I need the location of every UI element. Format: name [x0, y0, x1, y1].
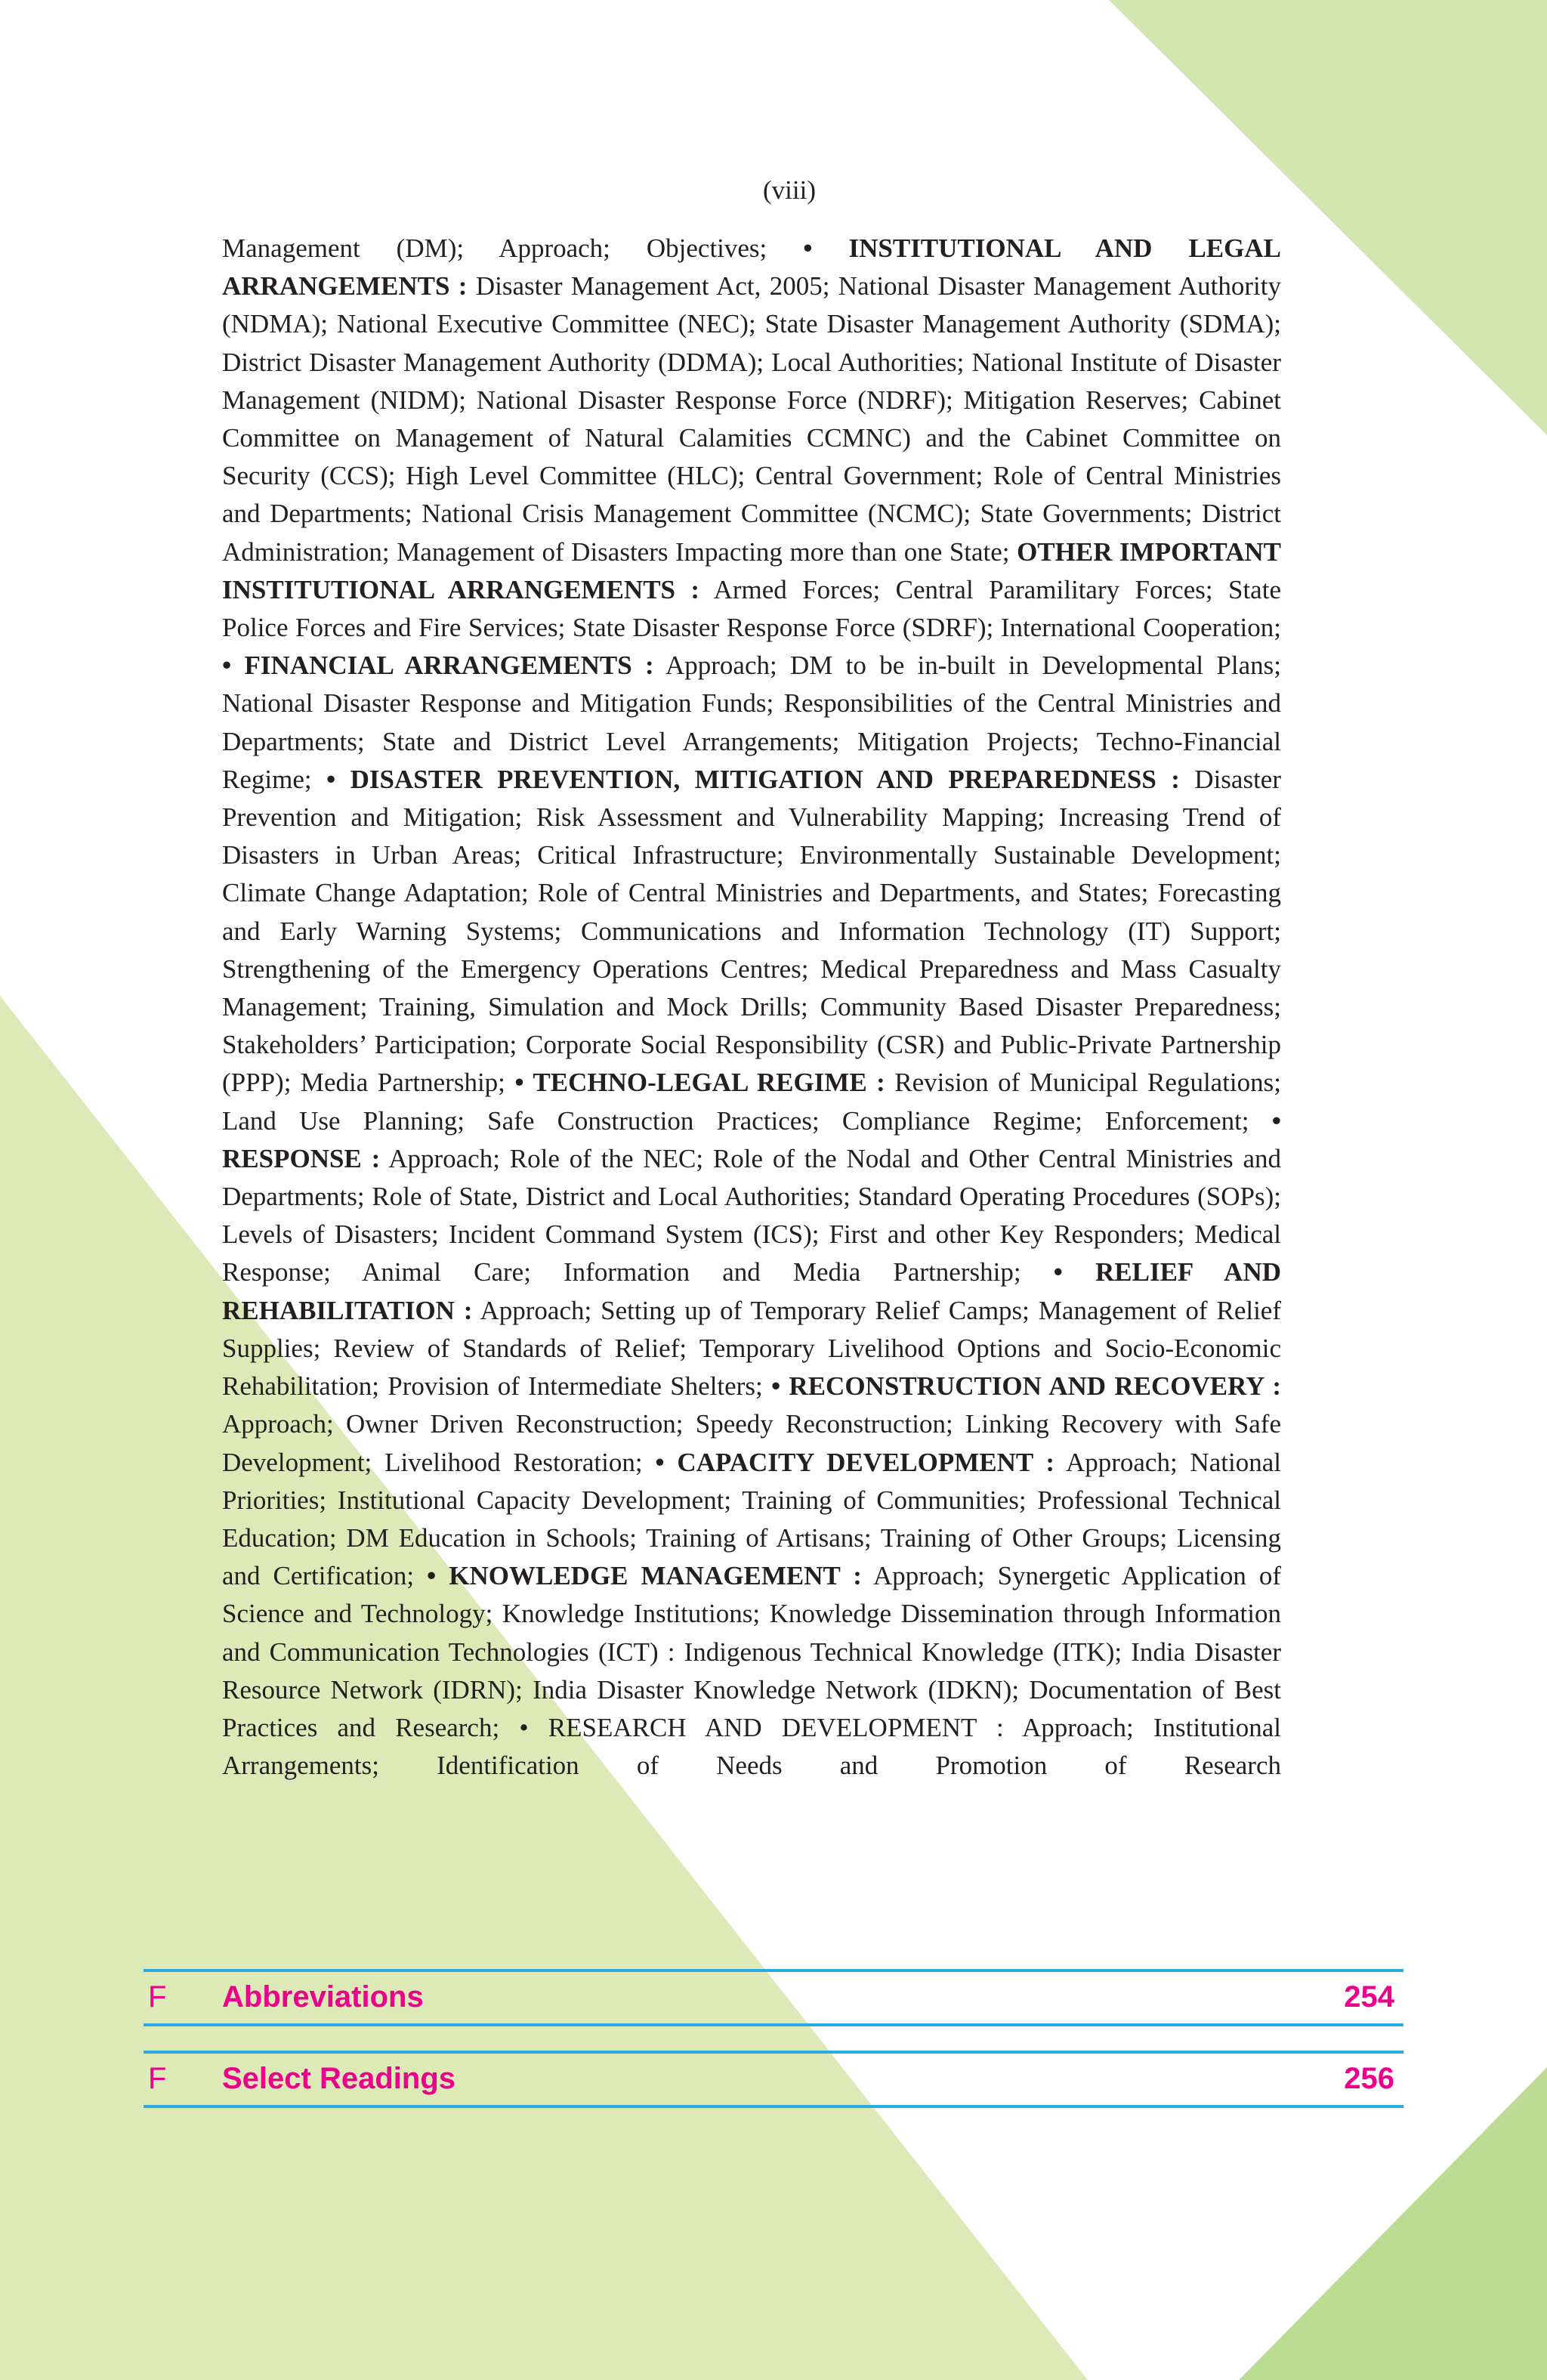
section-text: Approach; Role of the NEC; Role of the Nodal and Other Central Ministries and Departments; Role of State, District and Local Authorities; Standard Operating Procedures (SOPs); Levels of Disasters; Incident Command System (ICS); First and other Key Responders; Medical Response; Animal Care; Information and Media Partnership;	[222, 1143, 1281, 1287]
section-heading: • INSTITUTIONAL AND LEGAL ARRANGEMENTS :	[222, 233, 1281, 301]
toc-page-number: 254	[1344, 1980, 1394, 2014]
section-text: Management (DM); Approach; Objectives;	[222, 233, 804, 263]
section-heading: • FINANCIAL ARRANGEMENTS :	[222, 651, 654, 681]
toc-title[interactable]: Select Readings	[222, 2062, 456, 2095]
section-text: Armed Forces; Central Paramilitary Forces; State Police Forces and Fire Services; State Disaster Response Force (SDRF); International Cooperation;	[222, 574, 1281, 643]
section-heading: • TECHNO-LEGAL REGIME :	[514, 1068, 885, 1098]
section-heading: • DISASTER PREVENTION, MITIGATION AND PREPAREDNESS :	[326, 764, 1180, 794]
section-text: Disaster Management Act, 2005; National Disaster Management Authority (NDMA); National Executive Committee (NEC); State Disaster Management Authority (SDMA); District Disaster Management Authority (DDMA); Local Authorities; National Institute of Disaster Management (NIDM); National Disaster Response Force (NDRF); Mitigation Reserves; Cabinet Committee on Management of Natural Calamities CCMNC) and the Cabinet Committee on Security (CCS); High Level Committee (HLC); Central Government; Role of Central Ministries and Departments; National Crisis Management Committee (NCMC); State Governments; District Administration; Management of Disasters Impacting more than one State;	[222, 271, 1282, 567]
section-text: Approach; Setting up of Temporary Relief Camps; Management of Relief Supplies; Review of Standards of Relief; Temporary Livelihood Options and Socio-Economic Rehabilitation; Provision of Intermediate Shelters;	[222, 1295, 1281, 1402]
section-text: Revision of Municipal Regulations; Land Use Planning; Safe Construction Practices; Compliance Regime; Enforcement;	[222, 1068, 1281, 1136]
toc-marker: F	[148, 2062, 167, 2095]
section-heading: • CAPACITY DEVELOPMENT :	[655, 1447, 1055, 1477]
section-heading: • RESPONSE :	[222, 1105, 1281, 1173]
section-heading: • KNOWLEDGE MANAGEMENT :	[427, 1561, 862, 1591]
toc-page-number: 256	[1344, 2062, 1394, 2095]
section-heading: • RECONSTRUCTION AND RECOVERY :	[770, 1371, 1281, 1402]
section-text: Approach; Synergetic Application of Science and Technology; Knowledge Institutions; Knowledge Dissemination through Information and Communication Technologies (ICT) : Indigenous Technical Knowledge (ITK); India Disaster Resource Network (IDRN); India Disaster Knowledge Network (IDKN); Documentation of Best Practices and Research; • RESEARCH AND DEVELOPMENT : Approach; Institutional Arrangements; Identification of Needs and Promotion of Research	[222, 1561, 1281, 1781]
section-heading: • RELIEF AND REHABILITATION :	[222, 1257, 1281, 1325]
toc-title[interactable]: Abbreviations	[222, 1980, 424, 2014]
toc-rule-top	[144, 1969, 1403, 1972]
toc-rule-bottom	[144, 2023, 1403, 2026]
toc-entry-select-readings[interactable]	[144, 2051, 1403, 2100]
section-heading: OTHER IMPORTANT INSTITUTIONAL ARRANGEMENTS :	[222, 536, 1281, 604]
section-text: Disaster Prevention and Mitigation; Risk Assessment and Vulnerability Mapping; Increasing Trend of Disasters in Urban Areas; Critical Infrastructure; Environmentally Sustainable Development; Climate Change Adaptation; Role of Central Ministries and Departments, and States; Forecasting and Early Warning Systems; Communications and Information Technology (IT) Support; Strengthening of the Emergency Operations Centres; Medical Preparedness and Mass Casualty Management; Training, Simulation and Mock Drills; Community Based Disaster Preparedness; Stakeholders’ Participation; Corporate Social Responsibility (CSR) and Public-Private Partnership (PPP); Media Partnership;	[222, 764, 1281, 1098]
section-text: Approach; National Priorities; Institutional Capacity Development; Training of Communities; Professional Technical Education; DM Education in Schools; Training of Artisans; Training of Other Groups; Licensing and Certification;	[222, 1447, 1282, 1591]
toc-rule-bottom	[144, 2105, 1403, 2108]
section-text: Approach; DM to be in-built in Developmental Plans; National Disaster Response and Mitigation Funds; Responsibilities of the Central Ministries and Departments; State and District Level Arrangements; Mitigation Projects; Techno-Financial Regime;	[222, 651, 1281, 794]
toc-rule-top	[144, 2051, 1403, 2054]
toc-marker: F	[148, 1980, 167, 2014]
bottom-right-band	[1239, 2067, 1547, 2380]
page-number: (viii)	[763, 175, 816, 205]
contents-body-text	[222, 230, 1281, 1785]
section-text: Approach; Owner Driven Reconstruction; Speedy Reconstruction; Linking Recovery with Safe Development; Livelihood Restoration;	[222, 1409, 1281, 1477]
toc-entry-abbreviations[interactable]	[144, 1969, 1403, 2019]
